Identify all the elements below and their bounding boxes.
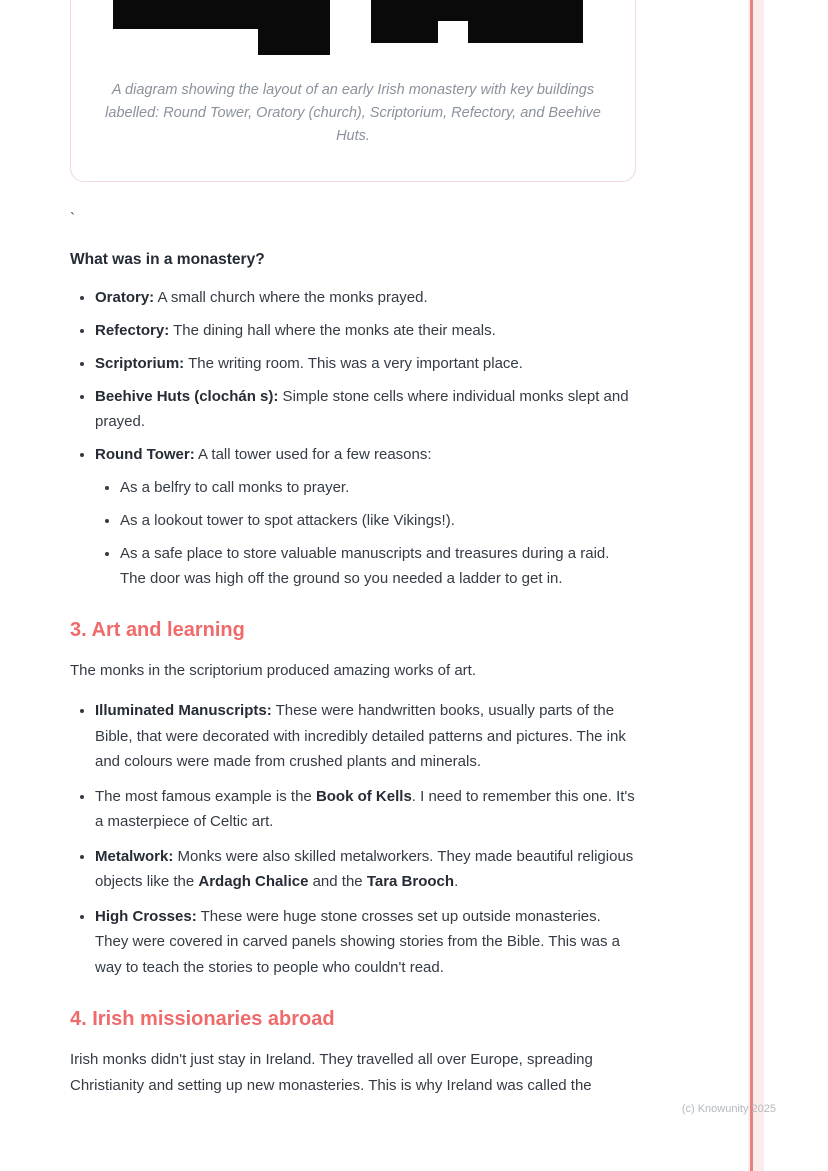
- round-tower-sublist: [95, 475, 636, 591]
- list-item: [95, 384, 636, 434]
- item-text: . I need to remember this one. It's a masterpiece of Celtic art.: [95, 787, 635, 830]
- item-lead: Metalwork:: [95, 847, 174, 865]
- item-text: Simple stone cells where individual monks slept and prayed.: [95, 388, 629, 430]
- item-lead: Scriptorium:: [95, 355, 185, 372]
- item-lead: Refectory:: [95, 322, 170, 339]
- page-edge-strip: [748, 0, 764, 1171]
- monastery-heading: What was in a monastery?: [70, 251, 265, 268]
- item-text: The writing room. This was a very important place.: [184, 355, 523, 372]
- section-heading-art: 3. Art and learning: [70, 619, 245, 641]
- item-text: As a lookout tower to spot attackers (like Vikings!).: [120, 512, 455, 529]
- list-item: [95, 351, 636, 376]
- item-lead: Round Tower:: [95, 446, 195, 463]
- item-text: The dining hall where the monks ate their meals.: [169, 322, 496, 339]
- list-item: [95, 698, 636, 775]
- item-text: These were handwritten books, usually parts of the Bible, that were decorated with incredibly detailed patterns and pictures. The ink and colours were made from crushed plants and minerals.: [95, 702, 626, 770]
- item-bold: Book of Kells: [315, 787, 412, 805]
- item-lead: High Crosses:: [95, 907, 197, 925]
- list-item: [95, 784, 636, 835]
- page-edge-line: [750, 0, 753, 1171]
- item-text: A tall tower used for a few reasons:: [194, 446, 432, 463]
- article-body: [70, 0, 636, 1099]
- list-item: [120, 508, 636, 533]
- section-heading-missionaries: 4. Irish missionaries abroad: [70, 1008, 335, 1030]
- item-lead: Oratory:: [95, 289, 155, 306]
- art-intro-paragraph: The monks in the scriptorium produced amazing works of art.: [70, 662, 477, 679]
- list-item: [95, 904, 636, 981]
- art-list: [70, 698, 636, 980]
- item-text: Monks were also skilled metalworkers. They made beautiful religious objects like the: [95, 847, 634, 890]
- item-text: As a safe place to store valuable manuscripts and treasures during a raid. The door was high off the ground so you needed a ladder to get in.: [120, 545, 610, 587]
- copyright-watermark: (c) Knowunity 2025: [681, 1103, 776, 1115]
- item-lead: Beehive Huts (clochán s):: [95, 388, 279, 405]
- list-item: [120, 475, 636, 500]
- list-item: [95, 285, 636, 310]
- stray-backtick-text: `: [70, 210, 75, 227]
- item-text: and the: [308, 873, 367, 890]
- list-item: [95, 442, 636, 591]
- missionaries-paragraph: Irish monks didn't just stay in Ireland. They travelled all over Europe, spreading Christianity and setting up new monasteries. This is why Ireland was called the: [70, 1051, 593, 1094]
- item-lead: Illuminated Manuscripts:: [95, 702, 272, 719]
- item-text: The most famous example is the: [95, 787, 316, 805]
- item-bold: Tara Brooch: [366, 873, 455, 890]
- list-item: [95, 844, 636, 895]
- monastery-list: [70, 285, 636, 591]
- list-item: [95, 318, 636, 343]
- item-text: As a belfry to call monks to prayer.: [120, 479, 350, 496]
- item-text: .: [454, 873, 459, 890]
- item-bold: Ardagh Chalice: [198, 873, 309, 890]
- list-item: [120, 541, 636, 591]
- item-text: These were huge stone crosses set up outside monasteries. They were covered in carved panels showing stories from the Bible. This was a way to teach the stories to people who couldn't read.: [95, 907, 620, 976]
- item-text: A small church where the monks prayed.: [154, 289, 428, 306]
- figure-caption: A diagram showing the layout of an early Irish monastery with key buildings labelled: Round Tower, Oratory (church), Scriptorium, Refectory, and Beehive Huts.: [105, 82, 601, 144]
